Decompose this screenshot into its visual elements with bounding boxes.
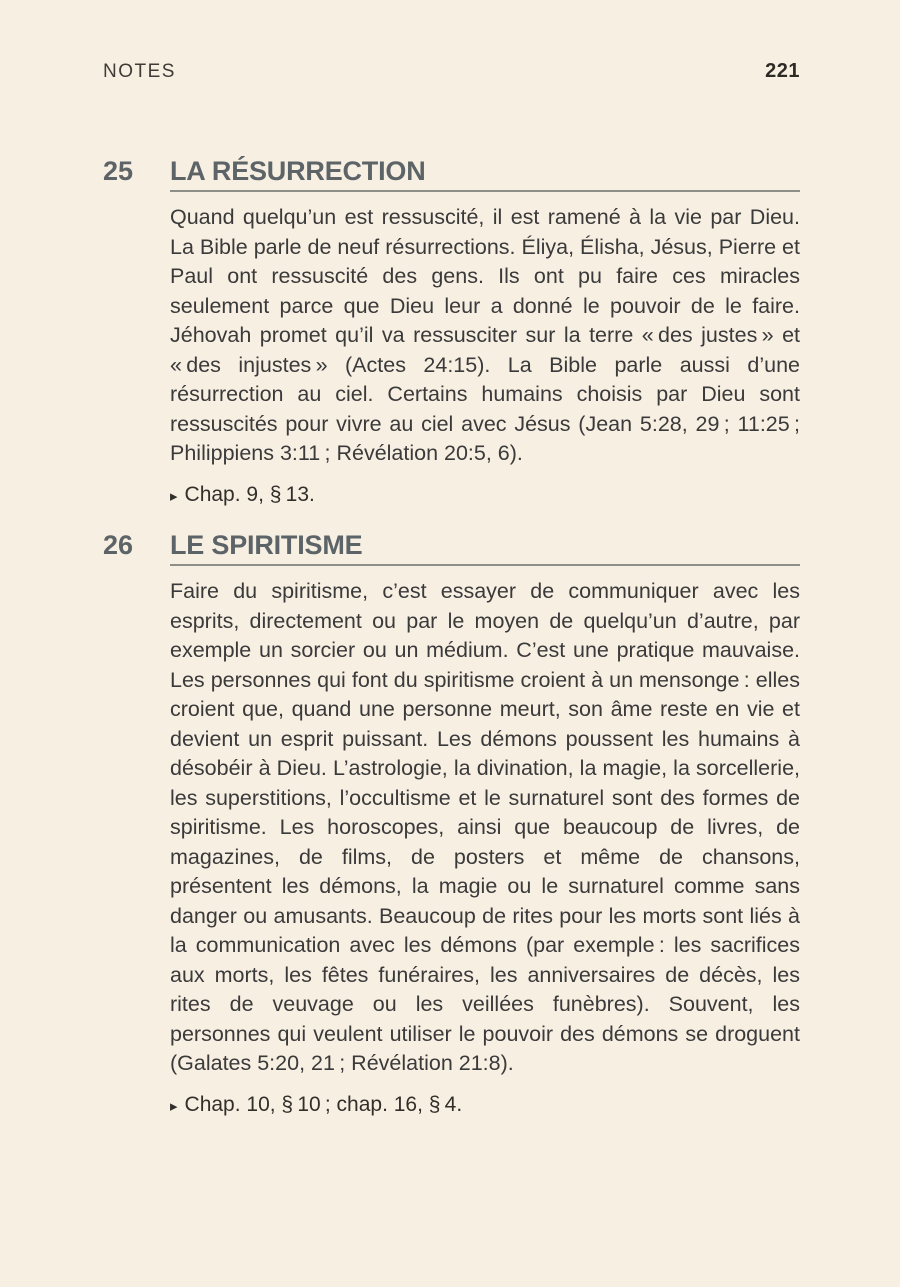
triangle-bullet-icon: ▸ [170,486,178,505]
running-head: NOTES [103,61,176,82]
note-section-25 [103,157,800,509]
section-content [170,577,800,1119]
reference-text: Chap. 9, § 13. [184,482,315,506]
section-title: LA RÉSURRECTION [170,156,426,186]
section-number: 26 [103,529,134,560]
section-heading-row [103,531,800,566]
chapter-reference [170,1092,800,1119]
section-number: 25 [103,156,134,186]
page-header [0,0,900,83]
section-body-text: Faire du spiritisme, c’est essayer de communiquer avec les esprits, directement ou par le moyen de quelqu’un d’autre, par exemple un sorcier ou un médium. C’est une pratique mauvaise. Les personnes qui font du spiritisme croient à un mensonge : elles croient que, quand une personne meurt, son âme reste en vie et devient un esprit puissant. Les démons poussent les humains à désobéir à Dieu. L’astrologie, la divination, la magie, la sorcellerie, les superstitions, l’occultisme et le surnaturel sont des formes de spiritisme. Les horoscopes, ainsi que beaucoup de livres, de magazines, de films, de posters et même de chansons, présentent les démons, la magie ou le surnaturel comme sans danger ou amusants. Beaucoup de rites pour les morts sont liés à la communication avec les démons (par exemple : les sacrifices aux morts, les fêtes funéraires, les anniversaires de décès, les rites de veuvage ou les veillées funèbres). Souvent, les personnes qui veulent utiliser le pouvoir des démons se droguent (Galates 5:20, 21 ; Révélation 21:8). [170,579,800,1076]
heading-rule [170,564,800,566]
reference-text: Chap. 10, § 10 ; chap. 16, § 4. [184,1092,463,1116]
section-title: LE SPIRITISME [170,529,363,560]
triangle-bullet-icon: ▸ [170,1096,178,1115]
section-content [170,203,800,509]
section-body-text: Quand quelqu’un est ressuscité, il est ramené à la vie par Dieu. La Bible parle de neuf résurrections. Éliya, Élisha, Jésus, Pierre et Paul ont ressuscité des gens. Ils ont pu faire ces miracles seulement parce que Dieu leur a donné le pouvoir de le faire. Jéhovah promet qu’il va ressusciter sur la terre « des justes » et « des injustes » (Actes 24:15). La Bible parle aussi d’une résurrection au ciel. Certains humains choisis par Dieu sont ressuscités pour vivre au ciel avec Jésus (Jean 5:28, 29 ; 11:25 ; Philippiens 3:11 ; Révélation 20:5, 6). [170,205,800,466]
page-number: 221 [765,60,800,82]
heading-block [170,157,800,192]
note-section-26 [103,531,800,1119]
heading-rule [170,190,800,192]
section-heading-row [103,157,800,192]
chapter-reference [170,482,800,509]
heading-block [170,531,800,566]
